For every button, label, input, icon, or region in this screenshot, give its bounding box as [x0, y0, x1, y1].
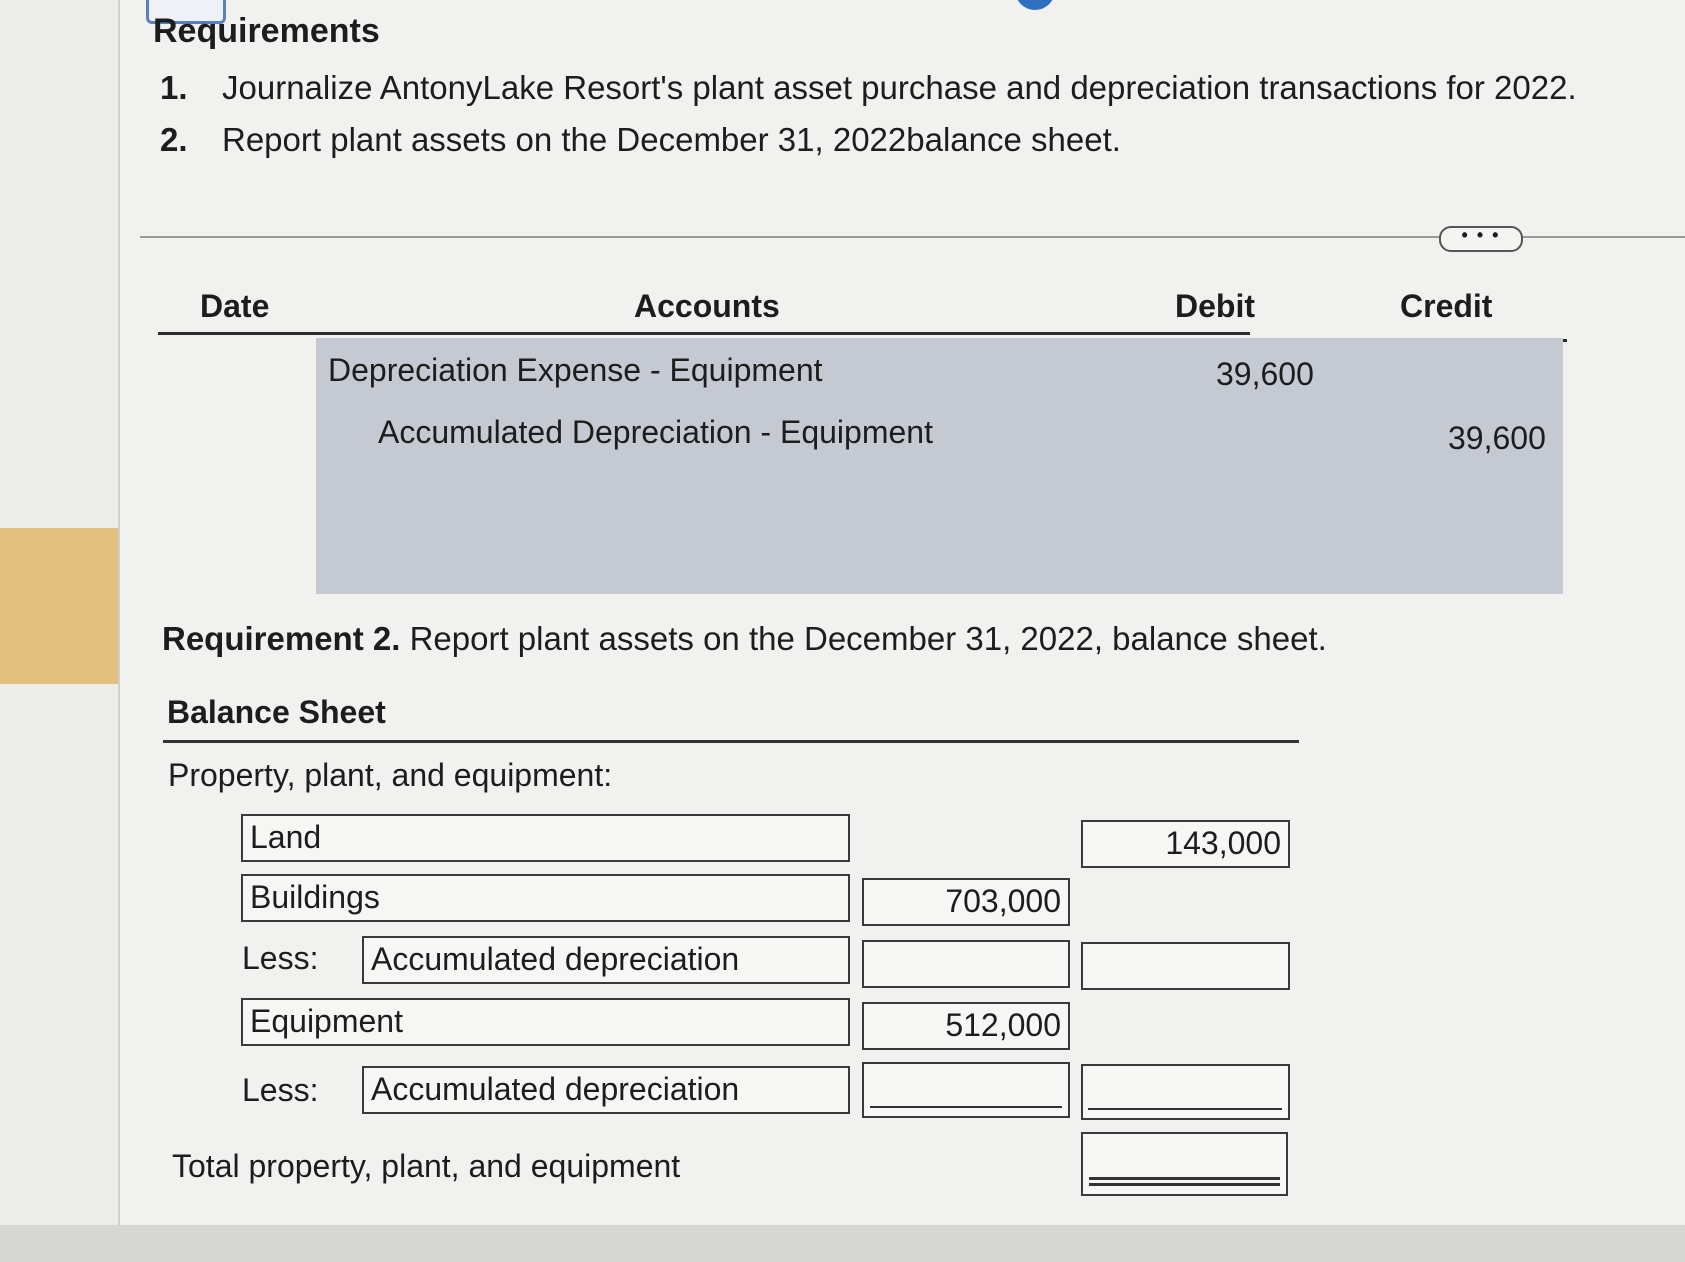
requirement-2-heading	[162, 620, 1327, 658]
balance-sheet-title: Balance Sheet	[167, 694, 386, 730]
equipment-cost-field[interactable]: 512,000	[862, 1002, 1070, 1050]
buildings-net-field[interactable]	[1081, 942, 1290, 990]
total-ppe-field[interactable]	[1081, 1132, 1288, 1196]
requirement-item	[160, 114, 1577, 166]
land-label-field[interactable]: Land	[241, 814, 850, 862]
requirement-text: Journalize AntonyLake Resort's plant asset purchase and depreciation transactions for 2022.	[222, 69, 1577, 106]
total-ppe-label: Total property, plant, and equipment	[172, 1148, 681, 1184]
ppe-section-label: Property, plant, and equipment:	[168, 757, 613, 793]
double-underline	[1089, 1177, 1280, 1180]
journal-header-accounts: Accounts	[634, 288, 780, 324]
side-tab[interactable]	[0, 528, 118, 684]
requirement-2-text: Report plant assets on the December 31, 2022, balance sheet.	[409, 620, 1327, 657]
underline	[870, 1106, 1062, 1108]
balance-sheet-rule	[163, 740, 1299, 743]
equipment-accum-value-field[interactable]	[862, 1062, 1070, 1118]
equipment-less-label: Less:	[242, 1072, 319, 1108]
journal-header-credit: Credit	[1400, 288, 1493, 324]
journal-header-date: Date	[200, 288, 270, 324]
equipment-accum-label-field[interactable]: Accumulated depreciation	[362, 1066, 850, 1114]
journal-debit-account: Depreciation Expense - Equipment	[328, 352, 823, 388]
journal-header-debit: Debit	[1175, 288, 1255, 324]
requirements-title: Requirements	[153, 12, 380, 50]
double-underline	[1089, 1183, 1280, 1186]
buildings-accum-label-field[interactable]: Accumulated depreciation	[362, 936, 850, 984]
equipment-net-field[interactable]	[1081, 1064, 1290, 1120]
buildings-accum-value-field[interactable]	[862, 940, 1070, 988]
journal-credit-amount: 39,600	[1448, 420, 1546, 456]
requirement-number: 2.	[160, 121, 188, 158]
more-options-button[interactable]: • • •	[1439, 226, 1523, 252]
buildings-less-label: Less:	[242, 940, 319, 976]
requirement-2-label: Requirement 2.	[162, 620, 401, 657]
requirement-number: 1.	[160, 69, 188, 106]
equipment-label-field[interactable]: Equipment	[241, 998, 850, 1046]
requirements-list	[160, 62, 1577, 166]
land-amount-field[interactable]: 143,000	[1081, 820, 1290, 868]
journal-header-rule	[158, 332, 1250, 335]
requirement-item	[160, 62, 1577, 114]
journal-debit-amount: 39,600	[1216, 356, 1314, 392]
requirement-text: Report plant assets on the December 31, 2022balance sheet.	[222, 121, 1121, 158]
underline	[1088, 1108, 1282, 1110]
buildings-label-field[interactable]: Buildings	[241, 874, 850, 922]
journal-credit-account: Accumulated Depreciation - Equipment	[378, 414, 933, 450]
buildings-cost-field[interactable]: 703,000	[862, 878, 1070, 926]
bottom-bar	[0, 1225, 1685, 1262]
